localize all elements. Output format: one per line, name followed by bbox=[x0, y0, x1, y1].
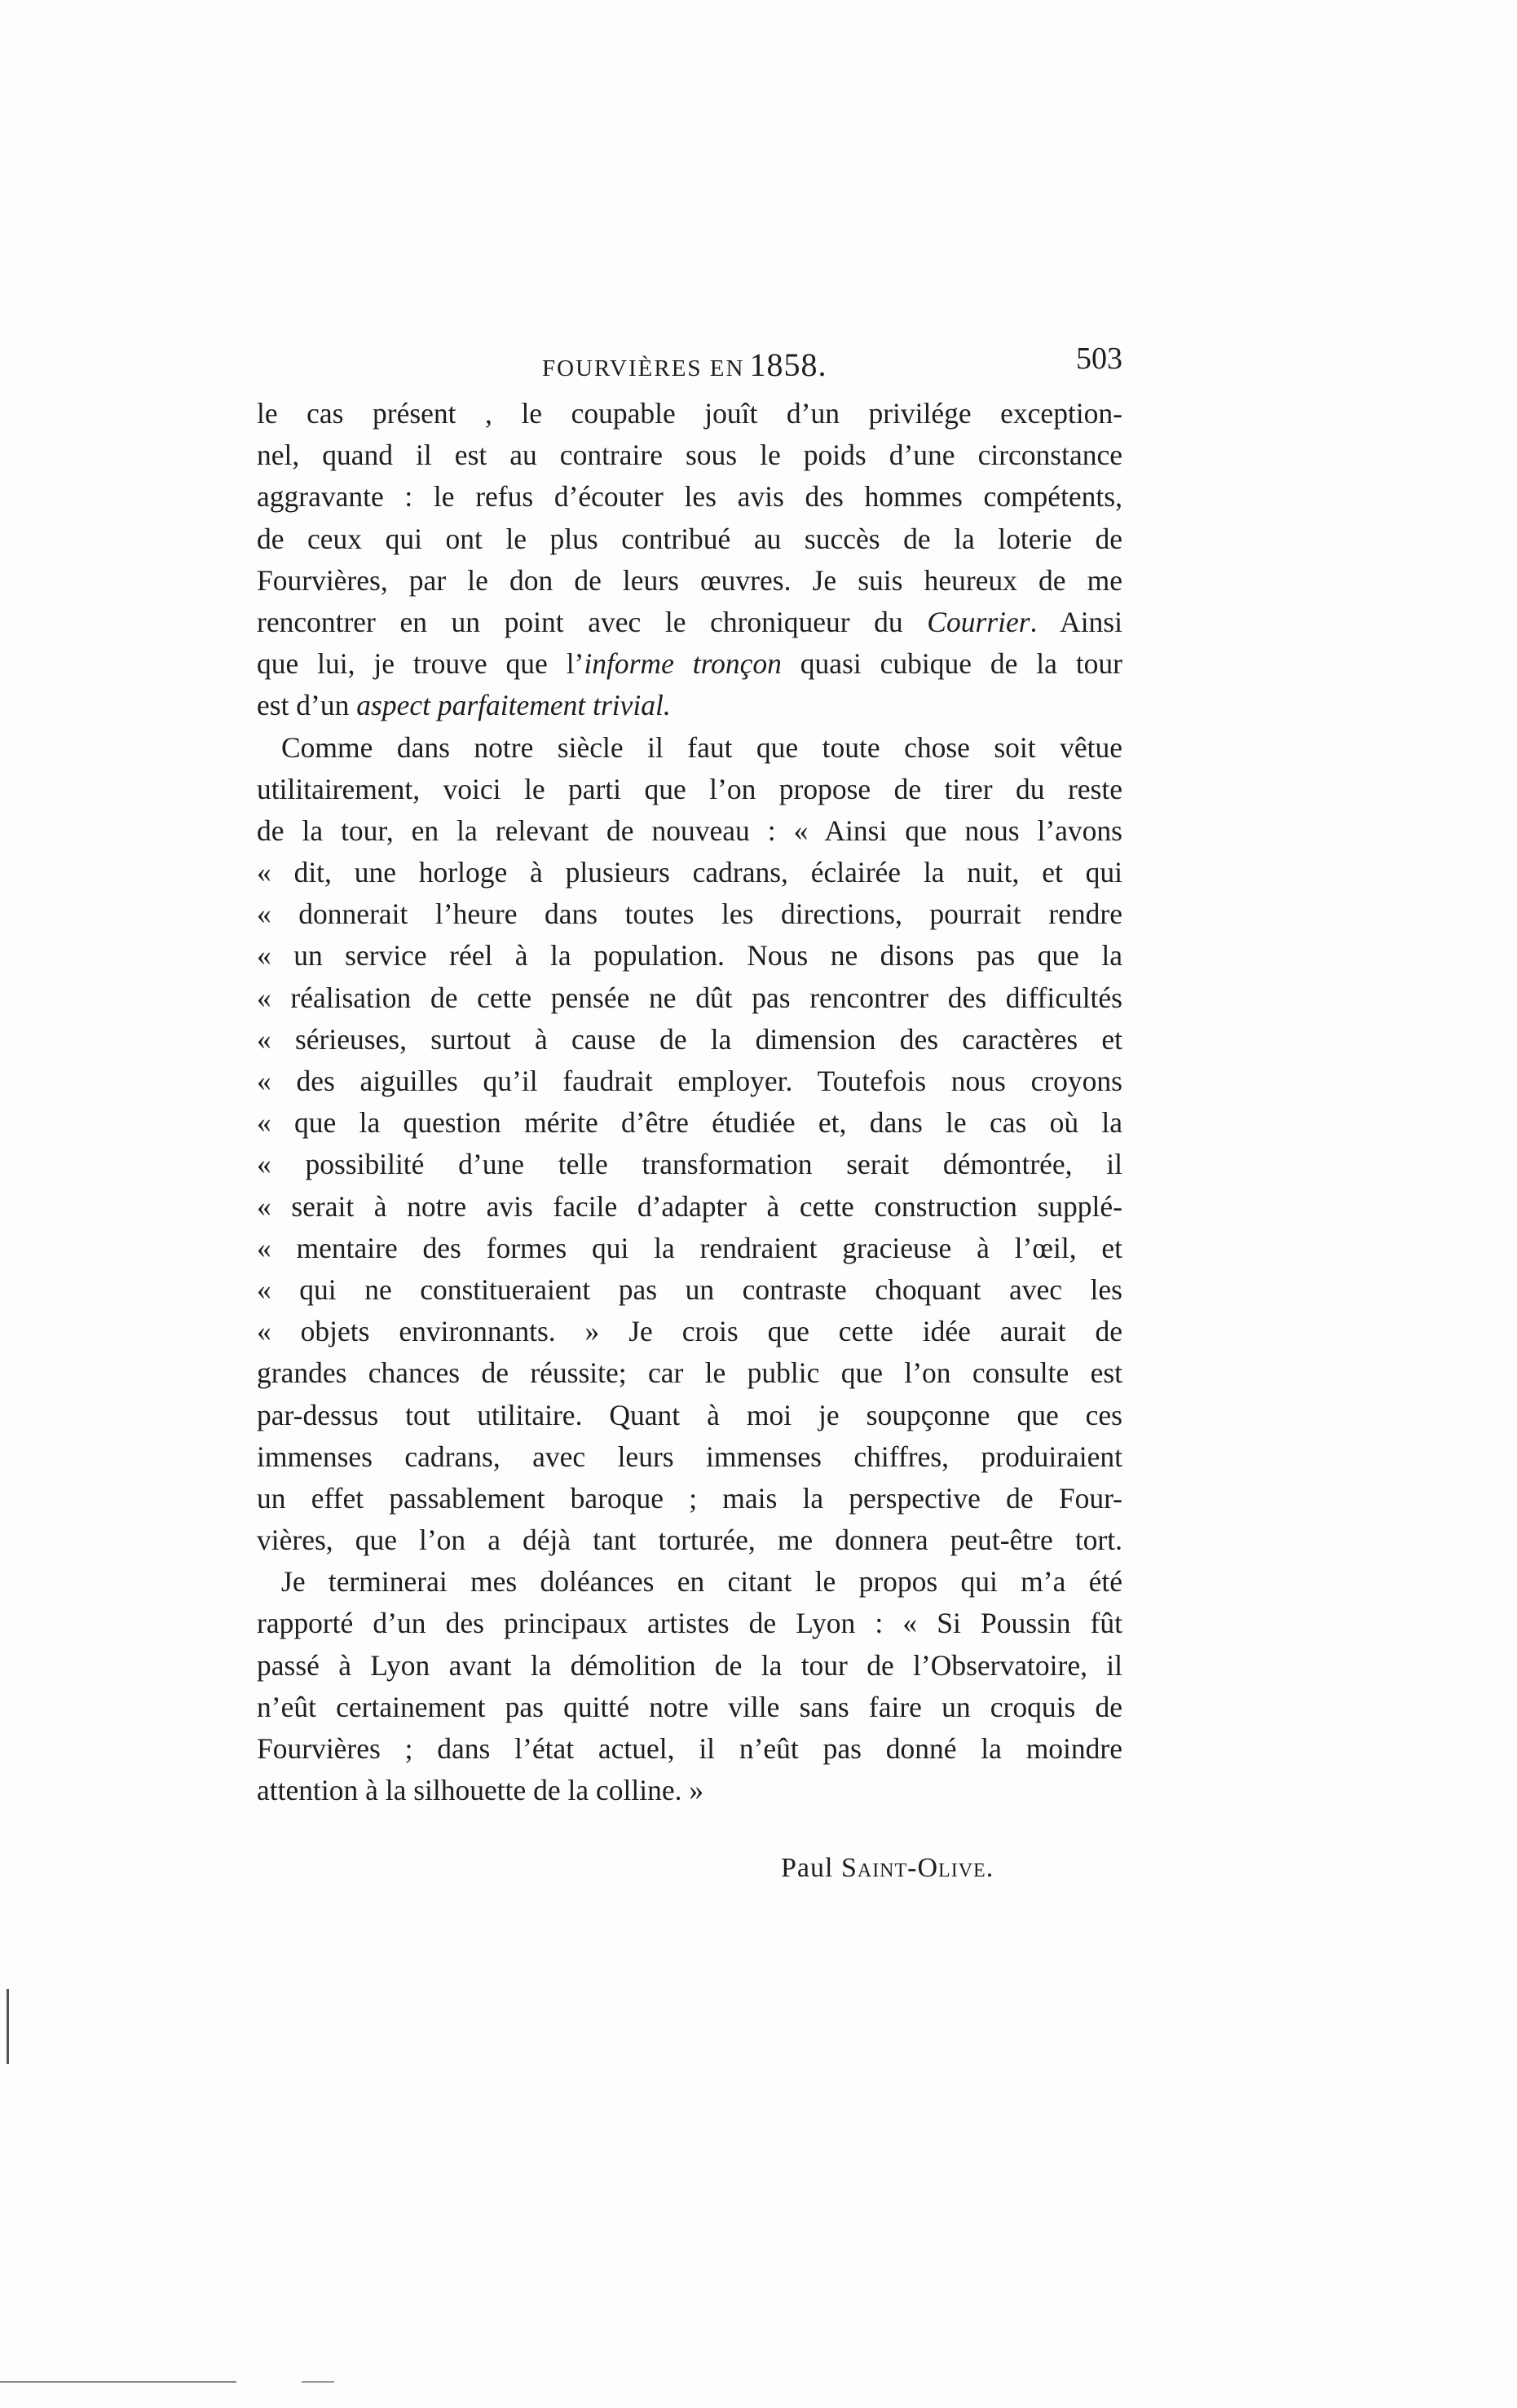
text-line: de la tour, en la relevant de nouveau : « Ainsi que nous l’avons bbox=[257, 814, 1122, 847]
text-line: « dit, une horloge à plusieurs cadrans, éclairée la nuit, et qui bbox=[257, 856, 1122, 889]
text-line: « objets environnants. » Je crois que cette idée aurait de bbox=[257, 1315, 1122, 1348]
text-line: Je terminerai mes doléances en citant le propos qui m’a été bbox=[281, 1565, 1122, 1599]
text-line bbox=[257, 685, 1122, 726]
text-line: le cas présent , le coupable jouît d’un privilége exception- bbox=[257, 397, 1122, 430]
text-line: aggravante : le refus d’écouter les avis des hommes compétents, bbox=[257, 480, 1122, 514]
text-line: grandes chances de réussite; car le public que l’on consulte est bbox=[257, 1356, 1122, 1390]
text-line: rapporté d’un des principaux artistes de Lyon : « Si Poussin fût bbox=[257, 1607, 1122, 1640]
italic-run: informe tronçon bbox=[584, 647, 782, 681]
text-line: « mentaire des formes qui la rendraient gracieuse à l’œil, et bbox=[257, 1231, 1122, 1264]
running-head bbox=[257, 341, 1122, 386]
text-line: vières, que l’on a déjà tant torturée, me donnera peut-être tort. bbox=[257, 1524, 1122, 1557]
text-line: « qui ne constitueraient pas un contraste choquant avec les bbox=[257, 1272, 1122, 1306]
text-line: « que la question mérite d’être étudiée et, dans le cas où la bbox=[257, 1106, 1122, 1140]
text-line: Fourvières, par le don de leurs œuvres. Je suis heureux de me bbox=[257, 563, 1122, 597]
text-line bbox=[257, 602, 1122, 643]
running-title-text: FOURVIÈRES EN bbox=[542, 355, 745, 381]
scan-rule-bottom-short bbox=[302, 2381, 334, 2383]
text-line: « donnerait l’heure dans toutes les directions, pourrait rendre bbox=[257, 897, 1122, 931]
text-line: Fourvières ; dans l’état actuel, il n’eût pas donné la moindre bbox=[257, 1732, 1122, 1765]
italic-run: Courrier bbox=[927, 605, 1030, 638]
text-run: quasi cubique de la tour bbox=[781, 647, 1122, 681]
author-signature bbox=[781, 1853, 994, 1884]
running-title bbox=[542, 346, 827, 384]
text-line: immenses cadrans, avec leurs immenses chiffres, produiraient bbox=[257, 1440, 1122, 1473]
text-line: « un service réel à la population. Nous ne disons pas que la bbox=[257, 939, 1122, 972]
text-line: attention à la silhouette de la colline. » bbox=[257, 1774, 704, 1807]
text-run: que lui, je trouve que l’ bbox=[257, 647, 584, 681]
text-line: de ceux qui ont le plus contribué au succès de la loterie de bbox=[257, 522, 1122, 555]
text-line: nel, quand il est au contraire sous le poids d’une circonstance bbox=[257, 439, 1122, 472]
text-line: passé à Lyon avant la démolition de la tour de l’Observatoire, il bbox=[257, 1648, 1122, 1682]
text-line: « réalisation de cette pensée ne dût pas rencontrer des difficultés bbox=[257, 981, 1122, 1014]
running-title-year: 1858. bbox=[749, 346, 827, 383]
text-line: « des aiguilles qu’il faudrait employer. Toutefois nous croyons bbox=[257, 1065, 1122, 1097]
text-run: rencontrer en un point avec le chroniqueur du bbox=[257, 605, 928, 638]
text-line: « possibilité d’une telle transformation serait démontrée, il bbox=[257, 1148, 1122, 1181]
text-line: « serait à notre avis facile d’adapter à cette construction supplé- bbox=[257, 1189, 1122, 1223]
text-run: est d’un bbox=[257, 689, 357, 722]
page-number: 503 bbox=[1076, 342, 1122, 376]
text-line: un effet passablement baroque ; mais la perspective de Four- bbox=[257, 1481, 1122, 1515]
text-line: par-dessus tout utilitaire. Quant à moi je soupçonne que ces bbox=[257, 1398, 1122, 1431]
text-line: n’eût certainement pas quitté notre ville sans faire un croquis de bbox=[257, 1690, 1122, 1723]
scan-mark-left bbox=[7, 1989, 9, 2064]
text-run: . Ainsi bbox=[1030, 605, 1122, 638]
body-text bbox=[257, 393, 1122, 1811]
author-last-name: Saint-Olive. bbox=[840, 1853, 994, 1883]
scan-rule-bottom bbox=[0, 2381, 236, 2383]
text-line bbox=[257, 643, 1122, 685]
author-first-name: Paul bbox=[781, 1853, 834, 1883]
text-line: utilitairement, voici le parti que l’on propose de tirer du reste bbox=[257, 772, 1122, 805]
text-line: Comme dans notre siècle il faut que toute chose soit vêtue bbox=[281, 730, 1122, 764]
text-line: « sérieuses, surtout à cause de la dimension des caractères et bbox=[257, 1022, 1122, 1056]
italic-run: aspect parfaitement trivial. bbox=[356, 689, 671, 722]
